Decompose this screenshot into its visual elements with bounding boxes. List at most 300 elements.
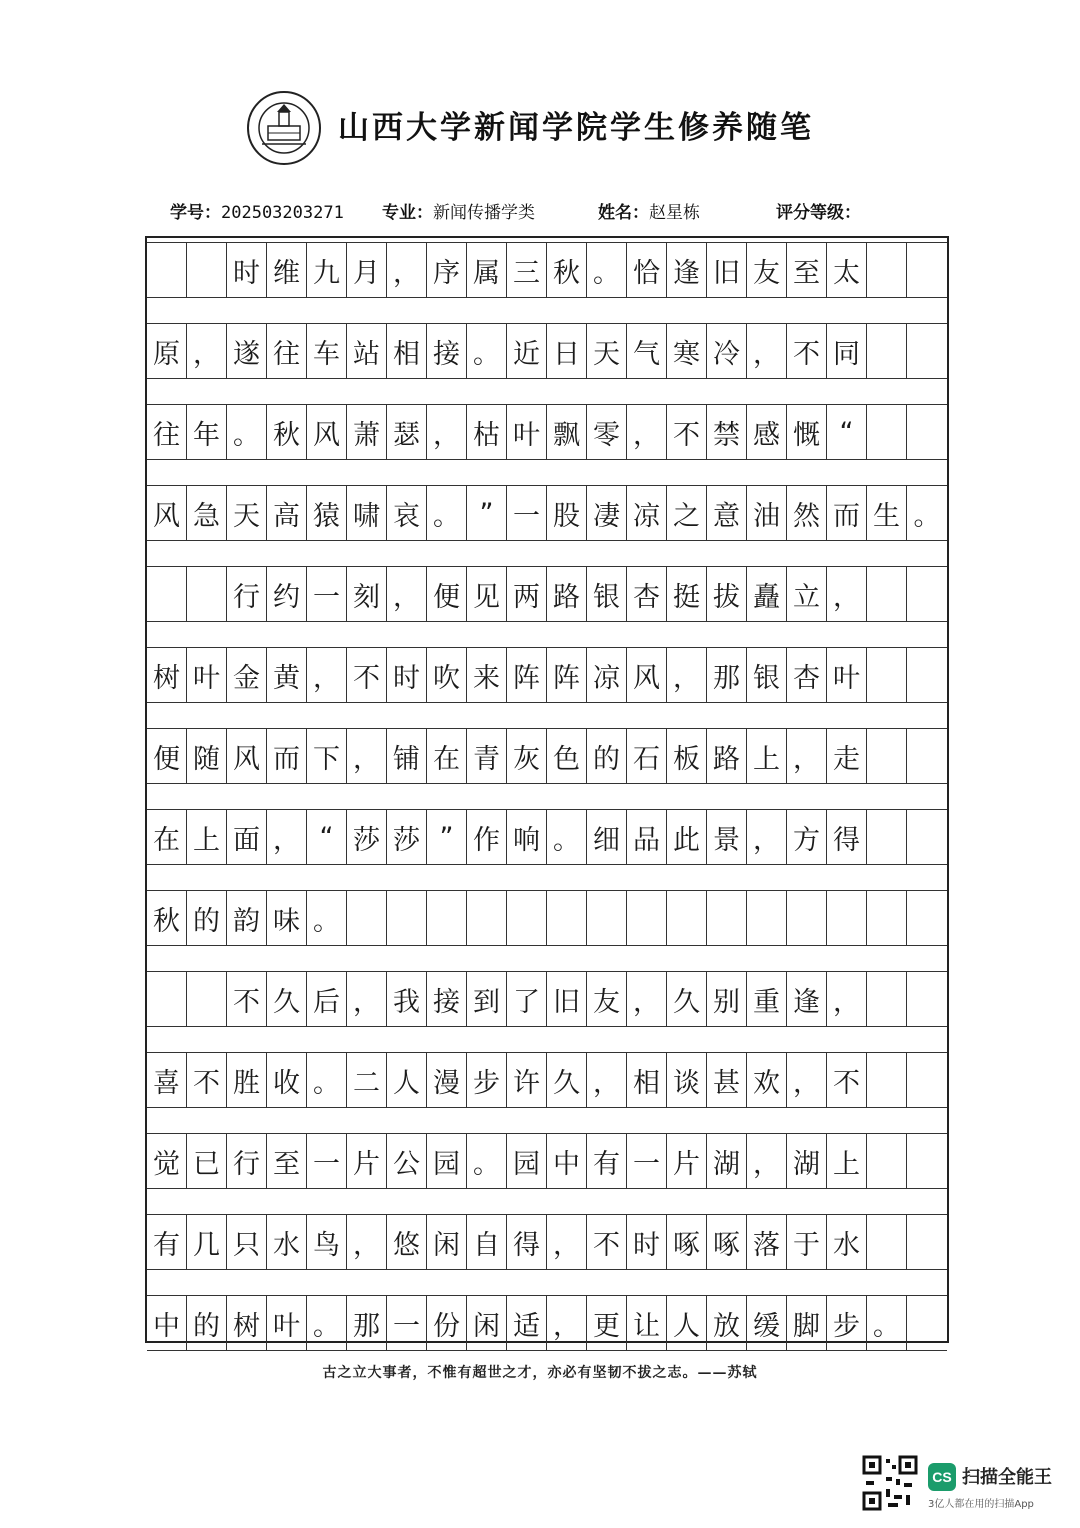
grid-cell: 一 (627, 1134, 667, 1188)
watermark-app-name: 扫描全能王 (962, 1467, 1052, 1488)
grid-cell: 我 (387, 972, 427, 1026)
grid-cell: 脚 (787, 1296, 827, 1350)
grid-cell: 不 (827, 1053, 867, 1107)
grid-cell (587, 891, 627, 945)
grid-cell: ， (827, 972, 867, 1026)
grid-cell (347, 891, 387, 945)
grid-cell: ， (667, 648, 707, 702)
grid-cell: 秋 (547, 243, 587, 297)
footer-quote: 古之立大事者，不惟有超世之才，亦必有坚韧不拔之志。——苏轼 (322, 1365, 758, 1381)
grid-cell: 悠 (387, 1215, 427, 1269)
grid-cell: 之 (667, 486, 707, 540)
grid-cell: 面 (227, 810, 267, 864)
grid-cell: 猿 (307, 486, 347, 540)
grid-cell: 在 (427, 729, 467, 783)
grid-row (147, 971, 947, 1027)
grid-cell: 风 (627, 648, 667, 702)
grid-cell: 天 (227, 486, 267, 540)
grid-cell: 往 (267, 324, 307, 378)
grid-cell: 方 (787, 810, 827, 864)
grid-cell (867, 405, 907, 459)
grid-cell: 景 (707, 810, 747, 864)
grid-cell: 色 (547, 729, 587, 783)
grid-cell: 一 (387, 1296, 427, 1350)
grid-cell: 行 (227, 1134, 267, 1188)
grid-cell: 园 (507, 1134, 547, 1188)
grid-cell: 近 (507, 324, 547, 378)
grid-cell: 序 (427, 243, 467, 297)
shanxi-university-seal-icon (246, 90, 322, 166)
grid-cell: 日 (547, 324, 587, 378)
grid-cell: 在 (147, 810, 187, 864)
grid-cell (627, 891, 667, 945)
grid-cell: 旧 (707, 243, 747, 297)
watermark-slogan: 3亿人都在用的扫描App (928, 1499, 1034, 1510)
grid-cell: 见 (467, 567, 507, 621)
grid-cell: 。 (913, 500, 941, 532)
grid-cell: 谈 (667, 1053, 707, 1107)
grid-cell: ， (787, 729, 827, 783)
student-id-field (170, 198, 344, 223)
grid-cell: 月 (347, 243, 387, 297)
grid-cell: 那 (347, 1296, 387, 1350)
grid-cell: 气 (627, 324, 667, 378)
grid-cell (867, 243, 907, 297)
grid-cell: 韵 (227, 891, 267, 945)
grid-cell (907, 972, 947, 1026)
grid-cell: 铺 (387, 729, 427, 783)
grid-cell: 人 (387, 1053, 427, 1107)
grid-cell: 慨 (787, 405, 827, 459)
grid-cell: 。 (467, 324, 507, 378)
grid-cell: 水 (267, 1215, 307, 1269)
grid-cell (867, 324, 907, 378)
grid-cell: 挺 (667, 567, 707, 621)
grid-cell: 杏 (627, 567, 667, 621)
grid-cell: 相 (387, 324, 427, 378)
grid-cell: 冷 (707, 324, 747, 378)
grid-cell: 恰 (627, 243, 667, 297)
grid-cell (867, 1053, 907, 1107)
grid-cell: 一 (307, 1134, 347, 1188)
page-title: 山西大学新闻学院学生修养随笔 (338, 110, 814, 146)
grid-cell: ， (347, 729, 387, 783)
writing-grid (145, 236, 949, 1343)
grid-cell: 啄 (667, 1215, 707, 1269)
grid-cell (867, 567, 907, 621)
grid-cell: ， (747, 810, 787, 864)
grid-cell: 禁 (707, 405, 747, 459)
grid-cell: 了 (507, 972, 547, 1026)
grid-cell: 飘 (547, 405, 587, 459)
grid-cell: 许 (507, 1053, 547, 1107)
grid-cell: 刻 (347, 567, 387, 621)
grid-row (147, 809, 947, 865)
grid-cell: 然 (787, 486, 827, 540)
grid-cell: 同 (827, 324, 867, 378)
grid-cell: 萧 (347, 405, 387, 459)
grid-cell (147, 567, 187, 621)
grid-cell (147, 243, 187, 297)
grid-cell (907, 243, 947, 297)
grid-cell (907, 1215, 947, 1269)
grid-cell: 凉 (627, 486, 667, 540)
grid-cell: 重 (747, 972, 787, 1026)
grid-cell: 行 (227, 567, 267, 621)
grid-cell: 瑟 (387, 405, 427, 459)
grid-cell: 更 (587, 1296, 627, 1350)
grid-row (147, 323, 947, 379)
grid-cell: 路 (707, 729, 747, 783)
grid-cell (867, 648, 907, 702)
grid-cell: 走 (827, 729, 867, 783)
grid-cell: “ (827, 405, 867, 459)
grid-cell: 别 (707, 972, 747, 1026)
grid-cell: 天 (587, 324, 627, 378)
grid-cell: ， (307, 648, 347, 702)
grid-cell: ， (627, 405, 667, 459)
grid-cell: 。 (467, 1134, 507, 1188)
grid-cell: 风 (147, 486, 187, 540)
grid-cell: 属 (467, 243, 507, 297)
grid-cell: 莎 (347, 810, 387, 864)
grid-cell: “ (307, 810, 347, 864)
grid-cell: 黄 (267, 648, 307, 702)
grid-cell: 叶 (187, 648, 227, 702)
grid-cell: ， (267, 810, 307, 864)
grid-cell: ， (547, 1296, 587, 1350)
grid-cell: 。 (307, 1296, 347, 1350)
grid-cell: 中 (547, 1134, 587, 1188)
grid-cell: 胜 (227, 1053, 267, 1107)
grid-cell: 。 (587, 243, 627, 297)
grid-cell: 到 (467, 972, 507, 1026)
grid-cell: 的 (187, 891, 227, 945)
grid-cell: 而 (827, 486, 867, 540)
grid-cell: 不 (667, 405, 707, 459)
grid-cell: ， (187, 324, 227, 378)
grid-cell: 二 (347, 1053, 387, 1107)
grid-cell: 友 (587, 972, 627, 1026)
grid-cell (907, 729, 947, 783)
major-value: 新闻传播学类 (433, 203, 535, 223)
name-value: 赵星栋 (649, 203, 700, 223)
grid-cell: 于 (787, 1215, 827, 1269)
camscanner-logo-icon: CS (928, 1463, 956, 1491)
grid-cell (187, 243, 227, 297)
grid-cell: 车 (307, 324, 347, 378)
grid-cell (827, 891, 867, 945)
grid-cell: 欢 (747, 1053, 787, 1107)
grid-cell: 金 (227, 648, 267, 702)
grid-cell: 有 (587, 1134, 627, 1188)
grid-cell: 园 (427, 1134, 467, 1188)
grid-cell: 高 (267, 486, 307, 540)
scanner-watermark (862, 1455, 1062, 1515)
grid-cell: 秋 (267, 405, 307, 459)
grid-cell (907, 324, 947, 378)
grid-cell: 的 (187, 1296, 227, 1350)
grid-row (147, 728, 947, 784)
grid-row (147, 1133, 947, 1189)
grid-cell: ， (347, 972, 387, 1026)
grid-cell: 公 (387, 1134, 427, 1188)
grid-cell: 不 (787, 324, 827, 378)
grid-cell: 石 (627, 729, 667, 783)
grid-cell: 步 (827, 1296, 867, 1350)
grid-cell: 份 (427, 1296, 467, 1350)
grid-cell: 银 (747, 648, 787, 702)
name-label: 姓名： (598, 203, 649, 223)
grid-cell: 放 (707, 1296, 747, 1350)
grid-cell: 而 (267, 729, 307, 783)
grid-cell: ， (387, 567, 427, 621)
grid-cell: 细 (587, 810, 627, 864)
grid-cell (867, 810, 907, 864)
grid-cell: 维 (267, 243, 307, 297)
grid-cell: 作 (467, 810, 507, 864)
grid-cell: 灰 (507, 729, 547, 783)
grid-cell (907, 567, 947, 621)
grid-cell: 原 (147, 324, 187, 378)
grid-cell (867, 1134, 907, 1188)
grid-cell: 。 (547, 810, 587, 864)
grid-cell: 一 (507, 486, 547, 540)
grid-cell: 往 (147, 405, 187, 459)
grid-cell: 不 (227, 972, 267, 1026)
grid-cell: 人 (667, 1296, 707, 1350)
grid-cell: 相 (627, 1053, 667, 1107)
grid-cell: 觉 (147, 1134, 187, 1188)
grid-cell: 鸟 (307, 1215, 347, 1269)
grid-cell: 不 (347, 648, 387, 702)
grid-cell: 缓 (747, 1296, 787, 1350)
document-header (0, 0, 1080, 230)
grid-cell: 片 (667, 1134, 707, 1188)
grid-cell (147, 972, 187, 1026)
grid-cell (907, 1296, 947, 1350)
grid-cell: 遂 (227, 324, 267, 378)
grid-cell: 拔 (707, 567, 747, 621)
grid-cell: 甚 (707, 1053, 747, 1107)
grid-cell: 叶 (827, 648, 867, 702)
grid-cell: 自 (467, 1215, 507, 1269)
grade-label: 评分等级： (776, 203, 861, 223)
grid-cell: 旧 (547, 972, 587, 1026)
grid-cell: 闲 (427, 1215, 467, 1269)
grid-row (147, 242, 947, 298)
grid-cell (787, 891, 827, 945)
grid-cell: 上 (747, 729, 787, 783)
grid-cell: 有 (147, 1215, 187, 1269)
grid-cell: 便 (147, 729, 187, 783)
grid-cell: 路 (547, 567, 587, 621)
grid-cell: 哀 (387, 486, 427, 540)
grid-cell: ， (347, 1215, 387, 1269)
grid-cell: 寒 (667, 324, 707, 378)
grid-cell: ， (747, 324, 787, 378)
grid-cell: 那 (707, 648, 747, 702)
grid-cell: ， (547, 1215, 587, 1269)
grid-cell (747, 891, 787, 945)
grid-cell (427, 891, 467, 945)
grid-row (147, 890, 947, 946)
grid-cell: ， (587, 1053, 627, 1107)
grid-cell: 枯 (467, 405, 507, 459)
grid-cell: 矗 (747, 567, 787, 621)
grid-cell: 水 (827, 1215, 867, 1269)
grid-cell (387, 891, 427, 945)
grid-cell: 杏 (787, 648, 827, 702)
grid-cell: ” (467, 486, 507, 540)
grid-cell: 秋 (147, 891, 187, 945)
grid-cell: 接 (427, 972, 467, 1026)
grid-cell: 上 (187, 810, 227, 864)
grid-cell: 得 (507, 1215, 547, 1269)
grid-cell (867, 1215, 907, 1269)
grid-cell: 片 (347, 1134, 387, 1188)
grid-cell (507, 891, 547, 945)
grid-cell (707, 891, 747, 945)
grid-cell: 时 (627, 1215, 667, 1269)
grid-cell: 意 (707, 486, 747, 540)
grid-cell: 立 (787, 567, 827, 621)
grid-cell (907, 810, 947, 864)
qr-code-icon (862, 1455, 918, 1511)
grid-cell: 吹 (427, 648, 467, 702)
grid-cell: 下 (307, 729, 347, 783)
grid-cell (907, 1134, 947, 1188)
grid-cell: 九 (307, 243, 347, 297)
grid-cell: 只 (227, 1215, 267, 1269)
grid-cell: 响 (507, 810, 547, 864)
grid-cell (467, 891, 507, 945)
grid-cell (667, 891, 707, 945)
grid-cell: 时 (387, 648, 427, 702)
major-label: 专业： (382, 203, 433, 223)
grid-cell: 风 (307, 405, 347, 459)
grid-cell: 感 (747, 405, 787, 459)
grid-cell: 两 (507, 567, 547, 621)
grid-cell: 太 (827, 243, 867, 297)
grid-cell: 银 (587, 567, 627, 621)
grid-cell: 。 (227, 405, 267, 459)
grid-cell: 便 (427, 567, 467, 621)
grid-cell: 友 (747, 243, 787, 297)
grid-cell: 叶 (267, 1296, 307, 1350)
grid-cell: 阵 (547, 648, 587, 702)
grid-cell: 久 (667, 972, 707, 1026)
grid-cell: 步 (467, 1053, 507, 1107)
grid-cell (907, 1053, 947, 1107)
grid-cell (547, 891, 587, 945)
grid-cell: 湖 (707, 1134, 747, 1188)
grid-cell: 莎 (387, 810, 427, 864)
grid-cell: 久 (547, 1053, 587, 1107)
student-id-label: 学号： (170, 203, 221, 223)
grid-row (147, 404, 947, 460)
grid-cell: ， (427, 405, 467, 459)
grid-row (147, 1214, 947, 1270)
grid-cell: 此 (667, 810, 707, 864)
grid-cell (867, 729, 907, 783)
grid-cell: 上 (827, 1134, 867, 1188)
grid-cell: 逢 (787, 972, 827, 1026)
grid-cell: ， (387, 243, 427, 297)
grid-cell: 喜 (147, 1053, 187, 1107)
grid-cell: 中 (147, 1296, 187, 1350)
grid-cell: 树 (147, 648, 187, 702)
grid-cell: 已 (187, 1134, 227, 1188)
grid-cell: ， (747, 1134, 787, 1188)
grid-cell: ， (827, 567, 867, 621)
grid-cell: 急 (187, 486, 227, 540)
grid-cell: 得 (827, 810, 867, 864)
grid-cell: ， (787, 1053, 827, 1107)
grid-row (147, 1295, 947, 1351)
grid-row (147, 1052, 947, 1108)
grid-cell: 逢 (667, 243, 707, 297)
major-field (382, 198, 535, 223)
grid-cell: 。 (867, 1296, 907, 1350)
grid-cell: 啄 (707, 1215, 747, 1269)
grid-cell: 股 (547, 486, 587, 540)
grid-cell: 至 (267, 1134, 307, 1188)
grid-cell: 适 (507, 1296, 547, 1350)
grid-cell: 来 (467, 648, 507, 702)
grade-field (776, 198, 861, 223)
grid-cell: 让 (627, 1296, 667, 1350)
grid-cell: 。 (307, 1053, 347, 1107)
grid-cell: 闲 (467, 1296, 507, 1350)
name-field (598, 198, 700, 223)
grid-cell: 几 (187, 1215, 227, 1269)
grid-cell: 啸 (347, 486, 387, 540)
grid-cell: 。 (427, 486, 467, 540)
grid-cell: 不 (587, 1215, 627, 1269)
grid-cell: 久 (267, 972, 307, 1026)
grid-cell: 漫 (427, 1053, 467, 1107)
grid-cell: ， (627, 972, 667, 1026)
grid-cell (907, 648, 947, 702)
grid-cell: 时 (227, 243, 267, 297)
grid-cell: 站 (347, 324, 387, 378)
grid-cell: 品 (627, 810, 667, 864)
grid-cell: 油 (747, 486, 787, 540)
grid-cell: 湖 (787, 1134, 827, 1188)
grid-cell: 零 (587, 405, 627, 459)
grid-cell: 的 (587, 729, 627, 783)
grid-cell: 凉 (587, 648, 627, 702)
grid-cell (187, 567, 227, 621)
grid-cell: ” (427, 810, 467, 864)
grid-cell: 阵 (507, 648, 547, 702)
grid-cell: 三 (507, 243, 547, 297)
grid-cell (867, 972, 907, 1026)
grid-cell: 约 (267, 567, 307, 621)
grid-cell (867, 891, 907, 945)
grid-cell (907, 891, 947, 945)
grid-cell: 落 (747, 1215, 787, 1269)
grid-cell (907, 405, 947, 459)
grid-cell: 凄 (587, 486, 627, 540)
grid-cell: 风 (227, 729, 267, 783)
grid-cell: 收 (267, 1053, 307, 1107)
grid-cell: 味 (267, 891, 307, 945)
student-id-value: 202503203271 (221, 203, 344, 223)
grid-cell (187, 972, 227, 1026)
grid-cell: 后 (307, 972, 347, 1026)
